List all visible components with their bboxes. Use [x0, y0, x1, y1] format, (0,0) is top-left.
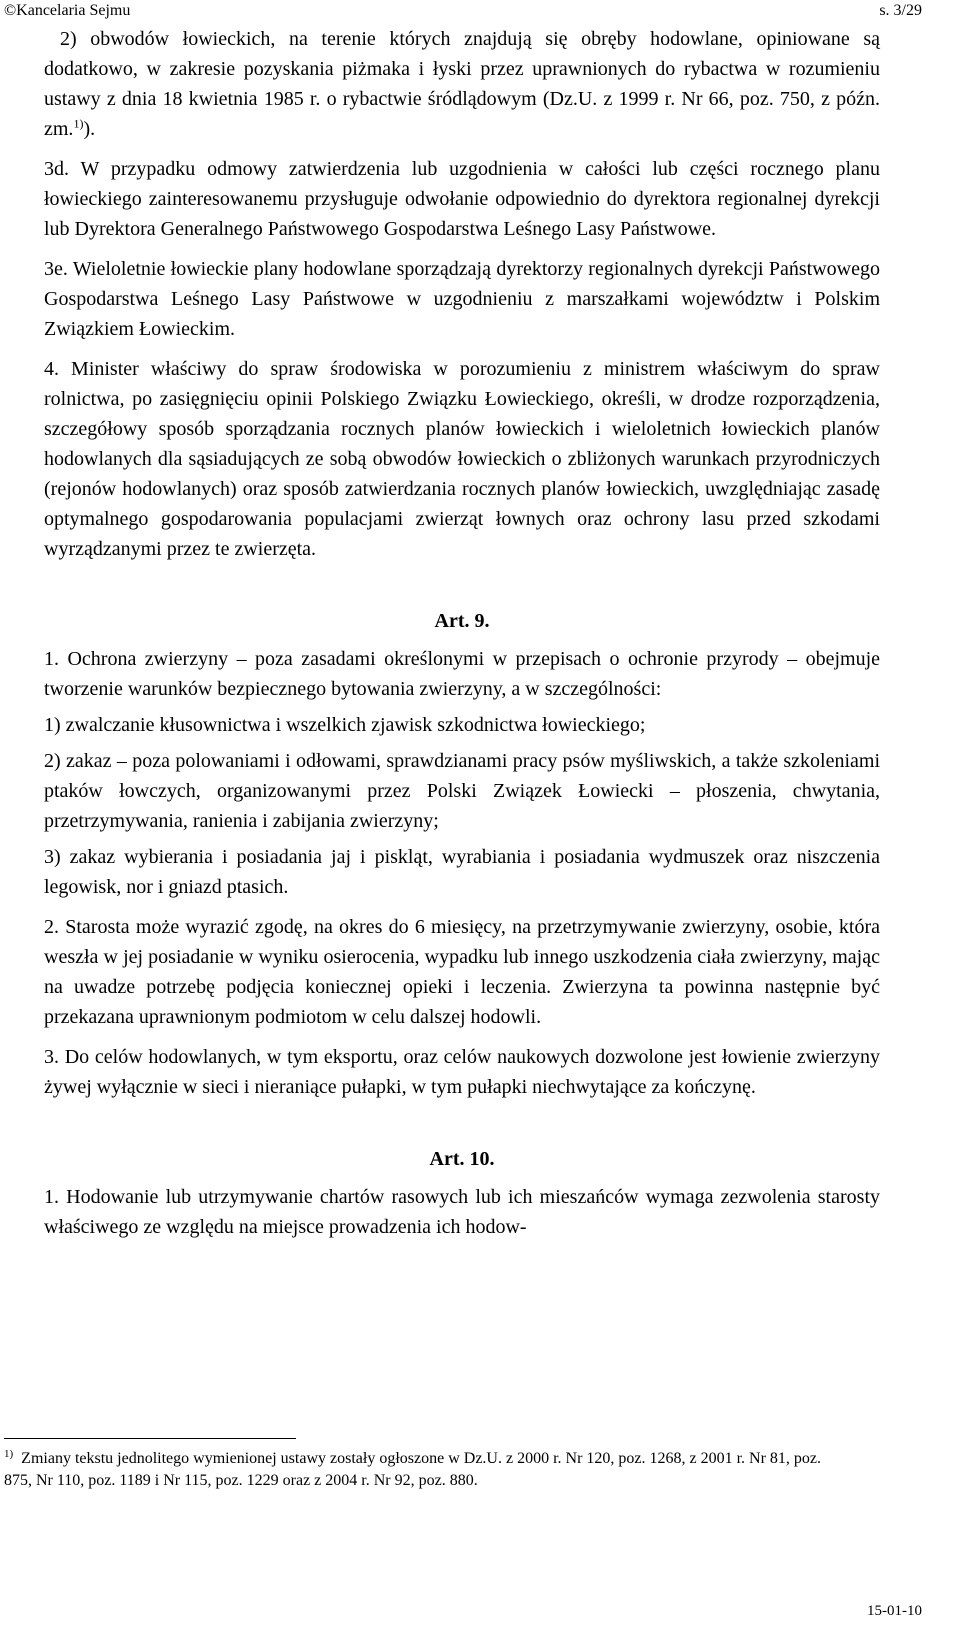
- article-9-paragraph-2: 2. Starosta może wyrazić zgodę, na okres do 6 miesięcy, na przetrzymywanie zwierzyny, osobie, która weszła w jej posiadanie w wyniku osierocenia, wypadku lub innego uszkodzenia ciała zwierzyny, mając na uwadze potrzebę podjęcia koniecznej opieki i leczenia. Zwierzyna ta powinna następnie być przekazana uprawnionym podmiotom w celu dalszej hodowli.: [44, 916, 880, 1028]
- article-9-paragraph-3: 3. Do celów hodowlanych, w tym eksportu, oraz celów naukowych dozwolone jest łowienie zwierzyny żywej wyłącznie w sieci i nieraniące pułapki, w tym pułapki niechwytające za kończynę.: [44, 1046, 880, 1098]
- article-9-paragraph-1: 1. Ochrona zwierzyny – poza zasadami określonymi w przepisach o ochronie przyrody – obejmuje tworzenie warunków bezpiecznego bytowania zwierzyny, a w szczególności:: [44, 648, 880, 700]
- footnote: [4, 1448, 850, 1492]
- document-body: [44, 24, 880, 1242]
- article-9-title: Art. 9.: [434, 610, 490, 632]
- article-9-item-3: 3) zakaz wybierania i posiadania jaj i piskląt, wyrabiania i posiadania wydmuszek oraz niszczenia legowisk, nor i gniazd ptasich.: [44, 846, 880, 898]
- footnote-divider: [4, 1438, 296, 1439]
- paragraph-2-end: ).: [83, 118, 96, 140]
- footnote-ref: 1): [73, 116, 84, 131]
- paragraph-3e: 3e. Wieloletnie łowieckie plany hodowlane sporządzają dyrektorzy regionalnych dyrekcji Państwowego Gospodarstwa Leśnego Lasy Państwowe w uzgodnieniu z marszałkami województw i Polskim Związkiem Łowieckim.: [44, 258, 880, 340]
- article-9-item-2: 2) zakaz – poza polowaniami i odłowami, sprawdzianami pracy psów myśliwskich, a także szkoleniami ptaków łowczych, organizowanymi przez Polski Związek Łowiecki – płoszenia, chwytania, przetrzymywania, ranienia i zabijania zwierzyny;: [44, 750, 880, 832]
- paragraph-2-text: 2) obwodów łowieckich, na terenie których znajdują się obręby hodowlane, opiniowane są dodatkowo, w zakresie pozyskania piżmaka i łyski przez uprawnionych do rybactwa w rozumieniu ustawy z dnia 18 kwietnia 1985 r. o rybactwie śródlądowym (Dz.U. z 1999 r. Nr 66, poz. 750, z późn. zm.: [44, 28, 880, 140]
- article-10-title: Art. 10.: [429, 1148, 495, 1170]
- page-number: s. 3/29: [879, 2, 922, 19]
- article-10-paragraph-1: 1. Hodowanie lub utrzymywanie chartów rasowych lub ich mieszańców wymaga zezwolenia starosty właściwego ze względu na miejsce prowadzenia ich hodow-: [44, 1186, 880, 1238]
- footnote-mark: 1): [4, 1447, 14, 1460]
- paragraph-4: 4. Minister właściwy do spraw środowiska w porozumieniu z ministrem właściwym do spraw rolnictwa, po zasięgnięciu opinii Polskiego Związku Łowieckiego, określi, w drodze rozporządzenia, szczegółowy sposób sporządzania rocznych planów łowieckich i wieloletnich łowieckich planów hodowlanych dla sąsiadujących ze sobą obwodów łowieckich o zbliżonych warunkach przyrodniczych (rejonów hodowlanych) oraz sposób zatwierdzania rocznych planów łowieckich, uwzględniając zasadę optymalnego gospodarowania populacjami zwierząt łownych oraz ochrony lasu przed szkodami wyrządzanymi przez te zwierzęta.: [44, 358, 880, 560]
- paragraph-2: [44, 24, 880, 144]
- header-source: ©Kancelaria Sejmu: [4, 2, 131, 19]
- footnote-text: Zmiany tekstu jednolitego wymienionej ustawy zostały ogłoszone w Dz.U. z 2000 r. Nr 120, poz. 1268, z 2001 r. Nr 81, poz. 875, Nr 110, poz. 1189 i Nr 115, poz. 1229 oraz z 2004 r. Nr 92, poz. 880.: [4, 1450, 822, 1489]
- footer-date: 15-01-10: [867, 1603, 922, 1619]
- article-9-item-1: 1) zwalczanie kłusownictwa i wszelkich zjawisk szkodnictwa łowieckiego;: [44, 714, 646, 736]
- paragraph-3d: 3d. W przypadku odmowy zatwierdzenia lub uzgodnienia w całości lub części rocznego planu łowieckiego zainteresowanemu przysługuje odwołanie odpowiednio do dyrektora regionalnej dyrekcji lub Dyrektora Generalnego Państwowego Gospodarstwa Leśnego Lasy Państwowe.: [44, 158, 880, 240]
